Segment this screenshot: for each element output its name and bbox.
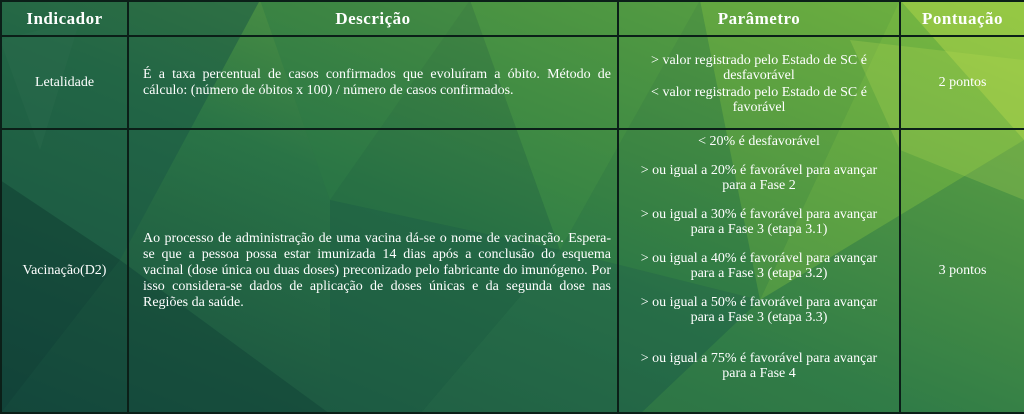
indicador-cell: Letalidade: [1, 36, 128, 129]
parametro-item: > valor registrado pelo Estado de SC é desfavorável: [651, 52, 867, 83]
parametro-item: > ou igual a 50% é favorável para avançar para a Fase 3 (etapa 3.3): [640, 295, 878, 325]
table-row-letalidade: [1, 36, 1024, 129]
indicador-cell: Vacinação(D2): [1, 129, 128, 413]
parametro-item: > ou igual a 30% é favorável para avançar para a Fase 3 (etapa 3.1): [640, 207, 878, 237]
pontuacao-cell: 2 pontos: [900, 36, 1024, 129]
parametro-cell: [618, 36, 900, 129]
header-indicador: Indicador: [1, 1, 128, 36]
parametro-item: > ou igual a 75% é favorável para avançar para a Fase 4: [640, 351, 878, 381]
header-row: [1, 1, 1024, 36]
header-pontuacao: Pontuação: [900, 1, 1024, 36]
parametro-item: > ou igual a 20% é favorável para avançar para a Fase 2: [640, 163, 878, 193]
parametro-item: < 20% é desfavorável: [698, 134, 820, 149]
parametro-cell: [618, 129, 900, 413]
descricao-cell: Ao processo de administração de uma vacina dá-se o nome de vacinação. Espera-se que a pessoa possa estar imunizada 14 dias após a conclusão do esquema vacinal (dose única ou duas doses) preconizado pelo fabricante do imunógeno. Por isso considera-se dados de aplicação de doses únicas e da segunda dose nas Regiões da saúde.: [128, 129, 618, 413]
header-parametro: Parâmetro: [618, 1, 900, 36]
pontuacao-cell: 3 pontos: [900, 129, 1024, 413]
table-row-vacinacao: [1, 129, 1024, 413]
parametro-item: < valor registrado pelo Estado de SC é favorável: [651, 84, 867, 115]
parametro-item: > ou igual a 40% é favorável para avançar para a Fase 3 (etapa 3.2): [640, 251, 878, 281]
header-descricao: Descrição: [128, 1, 618, 36]
descricao-cell: É a taxa percentual de casos confirmados que evoluíram a óbito. Método de cálculo: (número de óbitos x 100) / número de casos confirmados.: [128, 36, 618, 129]
